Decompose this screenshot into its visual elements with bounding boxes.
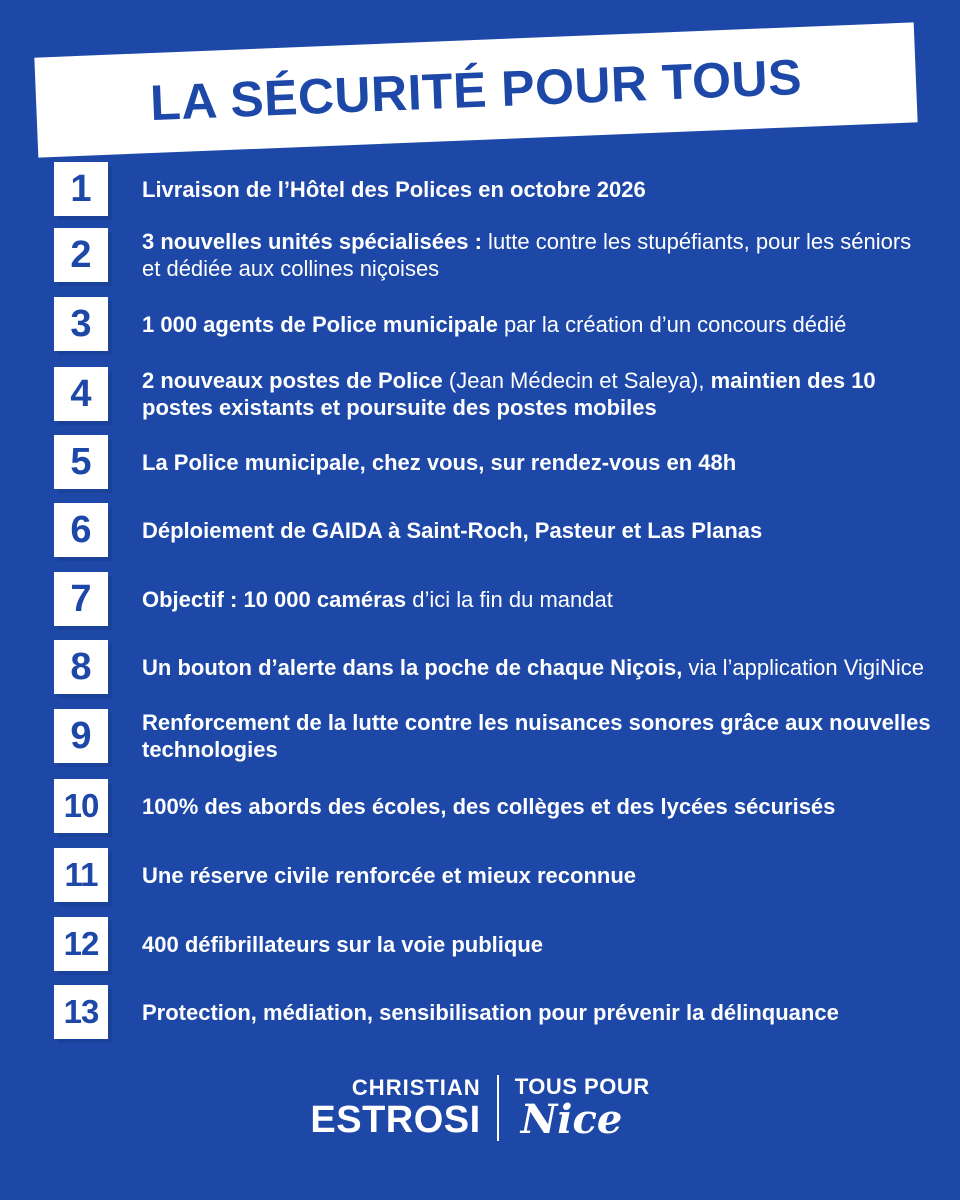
item-bold-text: 3 nouvelles unités spécialisées : [142, 229, 482, 254]
item-number: 11 [54, 848, 108, 902]
item-number: 9 [54, 709, 108, 763]
item-number: 8 [54, 640, 108, 694]
item-normal-text: d’ici la fin du mandat [406, 586, 613, 612]
item-number: 10 [54, 779, 108, 833]
list-item [54, 572, 934, 626]
slogan-script: Nice [520, 1096, 623, 1143]
list-item [54, 709, 934, 763]
item-text [142, 367, 932, 421]
list-item [54, 917, 934, 971]
logo-divider [497, 1075, 499, 1141]
item-text [142, 999, 932, 1026]
slogan-top: TOUS POUR [514, 1074, 650, 1099]
item-text [142, 793, 932, 820]
slogan [514, 1074, 650, 1143]
item-text [142, 654, 932, 681]
list-item [54, 228, 934, 282]
item-text [142, 709, 932, 763]
item-bold-text: Livraison de l’Hôtel des Polices en octobre 2026 [142, 176, 646, 202]
item-text [142, 228, 932, 282]
candidate-name [310, 1077, 480, 1139]
item-text [142, 517, 932, 544]
item-bold-text: La Police municipale, chez vous, sur rendez-vous en 48h [142, 449, 737, 475]
item-bold-text: 1 000 agents de Police municipale [142, 311, 498, 337]
item-number: 13 [54, 985, 108, 1039]
list-item [54, 503, 934, 557]
item-bold-text-2: maintien des 10 postes existants et poursuite des postes mobiles [142, 368, 876, 420]
item-number: 2 [54, 228, 108, 282]
item-number: 5 [54, 435, 108, 489]
page-title: LA SÉCURITÉ POUR TOUS [149, 48, 803, 132]
footer-logo [0, 1068, 960, 1148]
list-item [54, 162, 934, 216]
first-name: CHRISTIAN [351, 1075, 481, 1100]
title-banner [34, 22, 917, 157]
list-item [54, 367, 934, 421]
item-normal-text: via l’application VigiNice [682, 654, 925, 680]
item-text [142, 449, 932, 476]
list-item [54, 435, 934, 489]
item-bold-text: 100% des abords des écoles, des collèges et des lycées sécurisés [142, 793, 836, 819]
last-name: ESTROSI [310, 1099, 481, 1141]
item-normal-text: lutte contre les stupéfiants, pour les séniors et dédiée aux collines niçoises [142, 229, 912, 281]
item-number: 6 [54, 503, 108, 557]
item-bold-text: Déploiement de GAIDA à Saint-Roch, Pasteur et Las Planas [142, 517, 763, 543]
item-bold-text: Un bouton d’alerte dans la poche de chaque Niçois, [142, 654, 683, 680]
item-bold-text: 2 nouveaux postes de Police [142, 368, 443, 393]
list-item [54, 297, 934, 351]
item-bold-text: Protection, médiation, sensibilisation pour prévenir la délinquance [142, 999, 839, 1025]
item-text [142, 862, 932, 889]
list-item [54, 640, 934, 694]
list-item [54, 985, 934, 1039]
item-number: 3 [54, 297, 108, 351]
item-bold-text: Renforcement de la lutte contre les nuisances sonores grâce aux nouvelles technologies [142, 710, 931, 762]
item-bold-text: 400 défibrillateurs sur la voie publique [142, 931, 544, 957]
item-text [142, 586, 932, 613]
item-number: 1 [54, 162, 108, 216]
item-number: 7 [54, 572, 108, 626]
item-normal-text: (Jean Médecin et Saleya), [442, 368, 711, 393]
item-bold-text: Une réserve civile renforcée et mieux reconnue [142, 862, 637, 888]
item-text [142, 311, 932, 338]
item-bold-text: Objectif : 10 000 caméras [142, 586, 407, 612]
item-number: 12 [54, 917, 108, 971]
list-item [54, 848, 934, 902]
item-normal-text: par la création d’un concours dédié [497, 311, 847, 337]
list-item [54, 779, 934, 833]
item-number: 4 [54, 367, 108, 421]
item-text [142, 931, 932, 958]
item-text [142, 176, 932, 203]
